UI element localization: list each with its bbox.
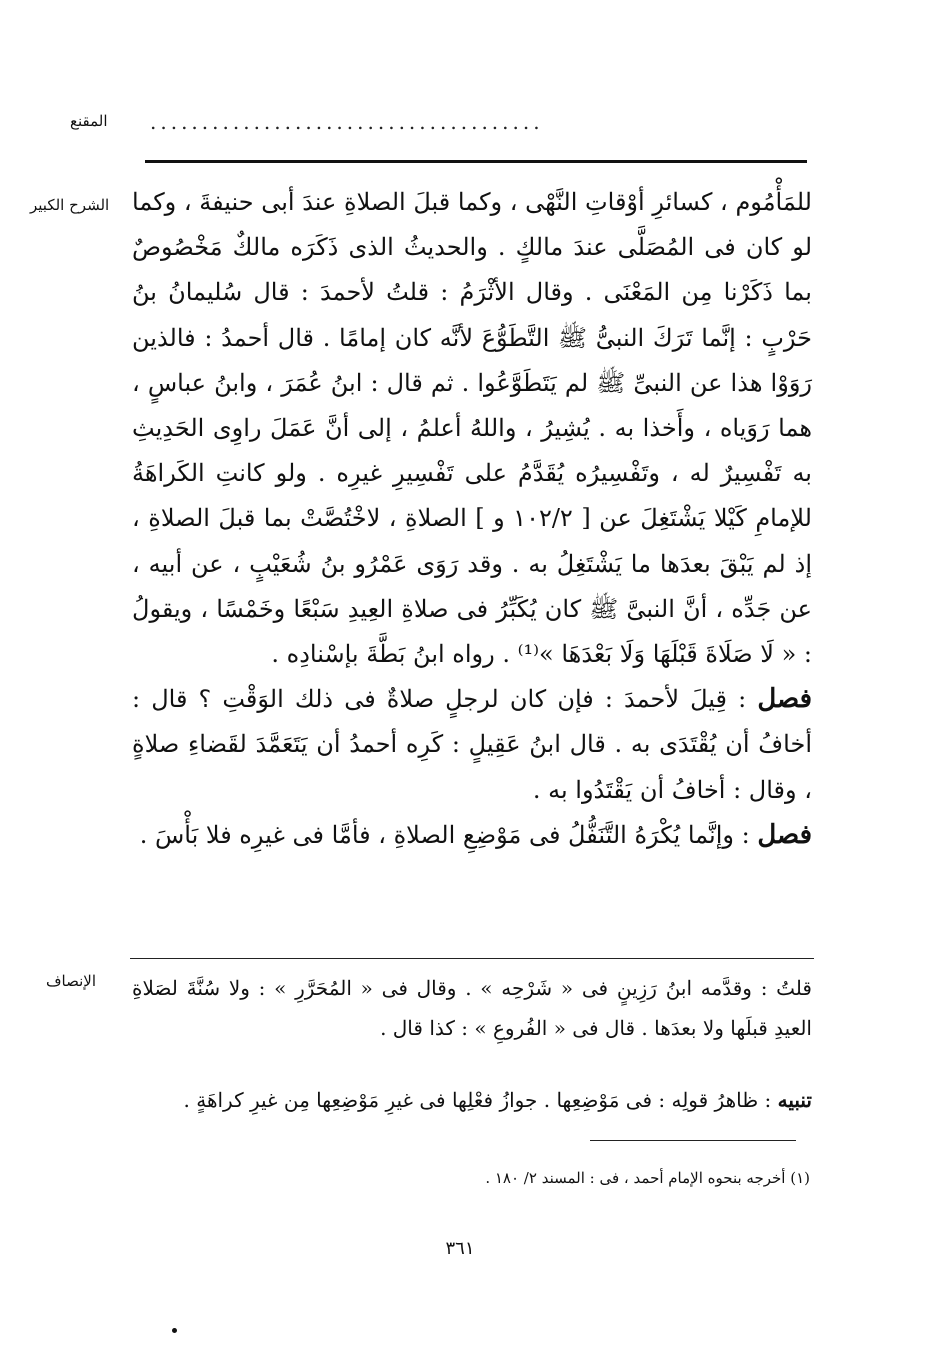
page-number: ٣٦١ xyxy=(445,1238,475,1259)
insaf-paragraph: قلتُ : وقدَّمه ابنُ رَزِينٍ فى « شَرْحِه » . وقال فى « المُحَرَّرِ » : ولا سُنَّةَ لصَلاةِ العيدِ قبلَها ولا بعدَها . قال فى « الفُروعِ » : كذا قال . xyxy=(132,976,812,1040)
insaf-text-block xyxy=(132,968,812,1048)
side-label-insaf: الإنصاف xyxy=(46,972,97,990)
fasl-paragraph-1 xyxy=(132,677,812,813)
footnote-rule xyxy=(590,1140,796,1141)
header-dot-leader: ...................................... xyxy=(150,110,544,134)
tanbih-paragraph xyxy=(118,1080,812,1120)
main-paragraph: للمَأْمُوم ، كسائرِ أوْقاتِ النَّهْى ، وكما قبلَ الصلاةِ عندَ أبى حنيفةَ ، وكما لو كان فى المُصَلَّى عندَ مالكٍ . والحديثُ الذى ذَكَرَه مالكٌ مَخْصُوصٌ بما ذَكَرْنا مِن المَعْنَى . وقال الأثْرَمُ : قلتُ لأحمدَ : قال سُليمانُ بنُ حَرْبٍ : إنَّما تَرَكَ النبىُّ ﷺ التَّطَوُّعَ لأنَّه كان إمامًا . قال أحمدُ : فالذين رَوَوْا هذا عن النبىِّ ﷺ لم يَتَطَوَّعُوا . ثم قال : ابنُ عُمَرَ ، وابنُ عباسٍ ، هما رَوَياه ، وأَخذا به . يُشِيرُ ، واللهُ أعلمُ ، إلى أنَّ عَمَلَ راوِى الحَدِيثِ به تَفْسِيرٌ له ، وتَفْسِيرُه يُقَدَّمُ على تَفْسِيرِ غيرِه . ولو كانتِ الكَراهَةُ للإمامِ كَيْلا يَشْتَغِلَ عن [ ١٠٢/٢ و ] الصلاةِ ، لاخْتُصَّتْ بما قبلَ الصلاةِ ، إذ لم يَبْقَ بعدَها ما يَشْتَغِلُ به . وقد رَوَى عَمْرُو بنُ شُعَيْبٍ ، عن أبيه ، عن جَدِّه ، أنَّ النبىَّ ﷺ كان يُكَبِّرُ فى صلاةِ العِيدِ سَبْعًا وخَمْسًا ، ويقولُ : « لَا صَلَاةَ قَبْلَهَا وَلَا بَعْدَهَا »⁽¹⁾ . رواه ابنُ بَطَّةَ بإسْنادِه . xyxy=(132,188,812,669)
scan-speck xyxy=(172,1328,177,1333)
fasl-text-1: : قِيلَ لأحمدَ : فإن كان لرجلٍ صلاةٌ فى ذلك الوَقْتِ ؟ قال : أخافُ أن يُقْتَدَى به . قال ابنُ عَقِيلٍ : كَرِه أحمدُ أن يَتَعَمَّدَ لقَضاءِ صلاةٍ ، وقال : أخافُ أن يَقْتَدُوا به . xyxy=(132,685,812,804)
header-rule xyxy=(145,160,807,163)
footnote: (١) أخرجه بنحوه الإمام أحمد ، فى : المسند ٢/ ١٨٠ . xyxy=(485,1169,810,1187)
fasl-heading-2: فصل xyxy=(757,819,812,850)
tanbih-text: : ظاهرُ قولِه : فى مَوْضِعِها . جوازُ فعْلِها فى غيرِ مَوْضِعِها مِن غيرِ كراهَةٍ . xyxy=(183,1088,772,1112)
fasl-paragraph-2 xyxy=(132,813,812,858)
running-header-title: المقنع xyxy=(70,112,108,130)
tanbih-heading: تنبيه xyxy=(777,1088,812,1112)
fasl-text-2: : وإنَّما يُكْرَهُ التَّنَفُّلُ فى مَوْضِعِ الصلاةِ ، فأمَّا فى غيرِه فلا بَأْسَ . xyxy=(139,820,750,849)
side-label-sharh: الشرح الكبير xyxy=(30,196,110,214)
fasl-heading-1: فصل xyxy=(757,684,812,715)
main-text-block xyxy=(132,180,812,858)
section-divider xyxy=(130,958,814,959)
